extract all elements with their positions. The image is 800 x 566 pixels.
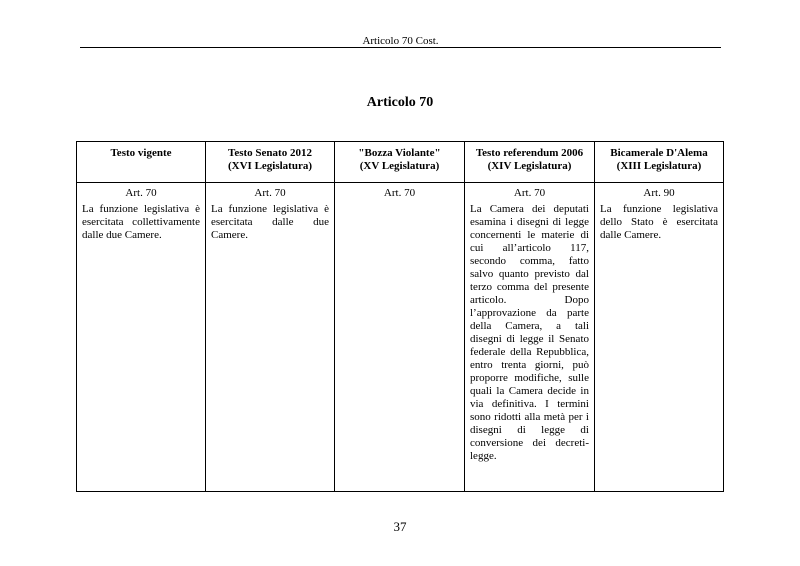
article-number: Art. 90 — [643, 187, 675, 199]
table-cell-testo-senato-2012 — [206, 183, 335, 492]
column-header-line2: (XVI Legislatura) — [227, 160, 313, 172]
header-rule — [80, 47, 721, 48]
article-text: La Camera dei deputati esamina i disegni di legge concernenti le materie di cui all’articolo 117, secondo comma, fatto salvo quanto previsto dal terzo comma del presente articolo. Dopo l’approvazione da parte della Camera, a tali disegni di legge il Senato federale della Repubblica, entro trenta giorni, può proporre modifiche, sulle quali la Camera decide in via definitiva. I termini sono ridotti alla metà per i disegni di legge di conversione dei decreti-legge. — [470, 203, 589, 462]
column-header-bicamerale-dalema — [595, 142, 724, 183]
column-header-line1: Bicamerale D'Alema — [610, 147, 708, 159]
column-header-testo-referendum-2006 — [465, 142, 595, 183]
table-cell-bicamerale-dalema — [595, 183, 724, 492]
running-header: Articolo 70 Cost. — [362, 35, 439, 47]
article-text: La funzione legislativa è esercitata dalle due Camere. — [211, 203, 329, 241]
article-text: La funzione legislativa è esercitata collettivamente dalle due Camere. — [82, 203, 200, 241]
table-cell-bozza-violante — [335, 183, 465, 492]
table-cell-testo-vigente — [77, 183, 206, 492]
column-header-line2: (XIV Legislatura) — [487, 160, 572, 172]
column-header-line1: Testo vigente — [110, 147, 172, 159]
article-number: Art. 70 — [383, 187, 416, 199]
article-number: Art. 70 — [254, 187, 286, 199]
table-row — [77, 183, 724, 492]
column-header-testo-vigente — [77, 142, 206, 183]
article-text: La funzione legislativa dello Stato è esercitata dalle Camere. — [600, 203, 718, 241]
column-header-line2: (XV Legislatura) — [359, 160, 440, 172]
comparison-table — [76, 141, 724, 492]
page-title: Articolo 70 — [366, 95, 434, 110]
page-number: 37 — [393, 519, 407, 534]
column-header-line1: "Bozza Violante" — [358, 147, 441, 159]
table-header-row — [77, 142, 724, 183]
article-number: Art. 70 — [513, 187, 546, 199]
column-header-line2: (XIII Legislatura) — [616, 160, 702, 172]
column-header-testo-senato-2012 — [206, 142, 335, 183]
table-cell-testo-referendum-2006 — [465, 183, 595, 492]
column-header-bozza-violante — [335, 142, 465, 183]
column-header-line1: Testo Senato 2012 — [228, 147, 312, 159]
article-number: Art. 70 — [125, 187, 157, 199]
column-header-line1: Testo referendum 2006 — [475, 147, 584, 159]
